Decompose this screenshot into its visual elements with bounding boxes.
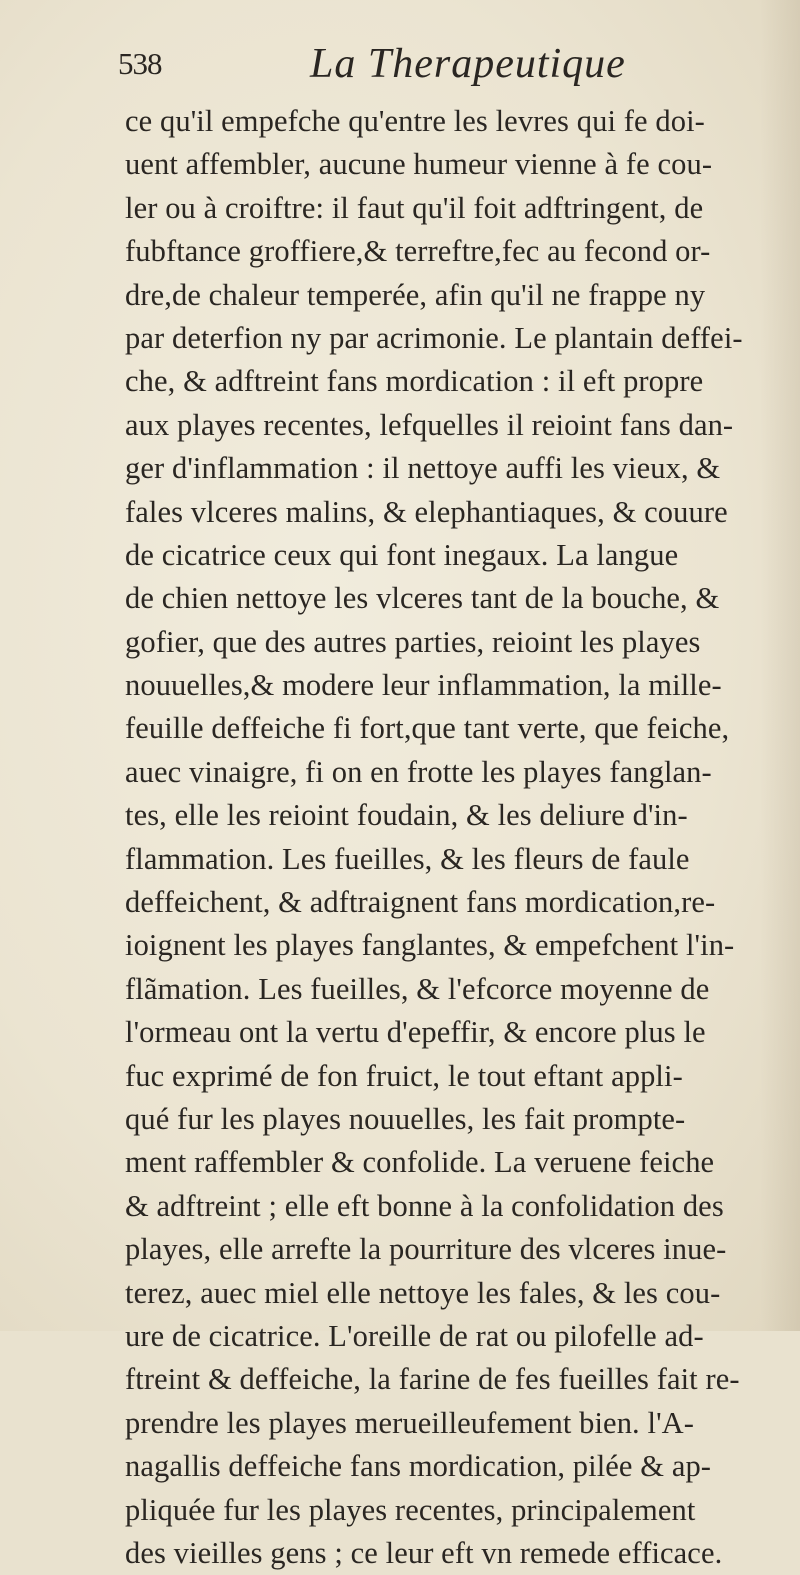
text-line: aux playes recentes, lefquelles il reioint fans dan-	[125, 407, 734, 442]
running-title: La Therapeutique	[310, 41, 626, 87]
text-line: uent affembler, aucune humeur vienne à fe cou-	[125, 147, 713, 182]
text-line: pliquée fur les playes recentes, principalement	[125, 1492, 696, 1527]
text-line: ment raffembler & confolide. La veruene feiche	[125, 1145, 715, 1180]
page-number: 538	[118, 46, 162, 81]
text-line: prendre les playes merueilleufement bien. l'A-	[125, 1405, 695, 1440]
text-line: ftreint & deffeiche, la farine de fes fueilles fait re-	[125, 1362, 740, 1397]
text-line: flãmation. Les fueilles, & l'efcorce moyenne de	[125, 971, 710, 1006]
text-line: qué fur les playes nouuelles, les fait prompte-	[125, 1101, 686, 1136]
text-line: dre,de chaleur temperée, afin qu'il ne frappe ny	[125, 277, 706, 312]
text-line: deffeichent, & adftraignent fans mordication,re-	[125, 885, 716, 920]
text-line: ce qu'il empefche qu'entre les levres qui fe doi-	[125, 104, 705, 138]
text-line: de cicatrice ceux qui font inegaux. La langue	[125, 537, 679, 572]
text-line: terez, auec miel elle nettoye les fales, & les cou-	[125, 1275, 721, 1310]
text-line: tes, elle les reioint foudain, & les deliure d'in-	[125, 798, 688, 833]
text-line: ioignent les playes fanglantes, & empefchent l'in-	[125, 928, 735, 963]
text-line: gofier, que des autres parties, reioint les playes	[125, 624, 701, 659]
text-line: feuille deffeiche fi fort,que tant verte, que feiche,	[125, 711, 730, 746]
text-line: nouuelles,& modere leur inflammation, la mille-	[125, 668, 722, 703]
text-line: de chien nettoye les vlceres tant de la bouche, &	[125, 581, 720, 616]
text-line: fuc exprimé de fon fruict, le tout eftant appli-	[125, 1058, 683, 1093]
text-line: par deterfion ny par acrimonie. Le plantain deffei-	[125, 320, 743, 355]
text-line: fubftance groffiere,& terreftre,fec au fecond or-	[125, 234, 711, 269]
text-line: l'ormeau ont la vertu d'epeffir, & encore plus le	[125, 1015, 706, 1050]
text-line: ler ou à croiftre: il faut qu'il foit adftringent, de	[125, 190, 704, 225]
text-line: flammation. Les fueilles, & les fleurs de faule	[125, 841, 690, 876]
text-line: nagallis deffeiche fans mordication, pilée & ap-	[125, 1449, 712, 1484]
text-line: che, & adftreint fans mordication : il eft propre	[125, 364, 704, 399]
text-line: ger d'inflammation : il nettoye auffi les vieux, &	[125, 451, 721, 486]
page-header	[0, 40, 800, 100]
body-text	[125, 100, 765, 1575]
page-edge-shadow	[760, 0, 800, 1331]
text-line: des vieilles gens ; ce leur eft vn remede efficace.	[125, 1535, 723, 1570]
text-line: ure de cicatrice. L'oreille de rat ou pilofelle ad-	[125, 1318, 704, 1353]
text-line: auec vinaigre, fi on en frotte les playes fanglan-	[125, 754, 712, 789]
text-line: & adftreint ; elle eft bonne à la confolidation des	[125, 1188, 724, 1223]
text-line: fales vlceres malins, & elephantiaques, & couure	[125, 494, 728, 529]
text-line: playes, elle arrefte la pourriture des vlceres inue-	[125, 1232, 727, 1267]
